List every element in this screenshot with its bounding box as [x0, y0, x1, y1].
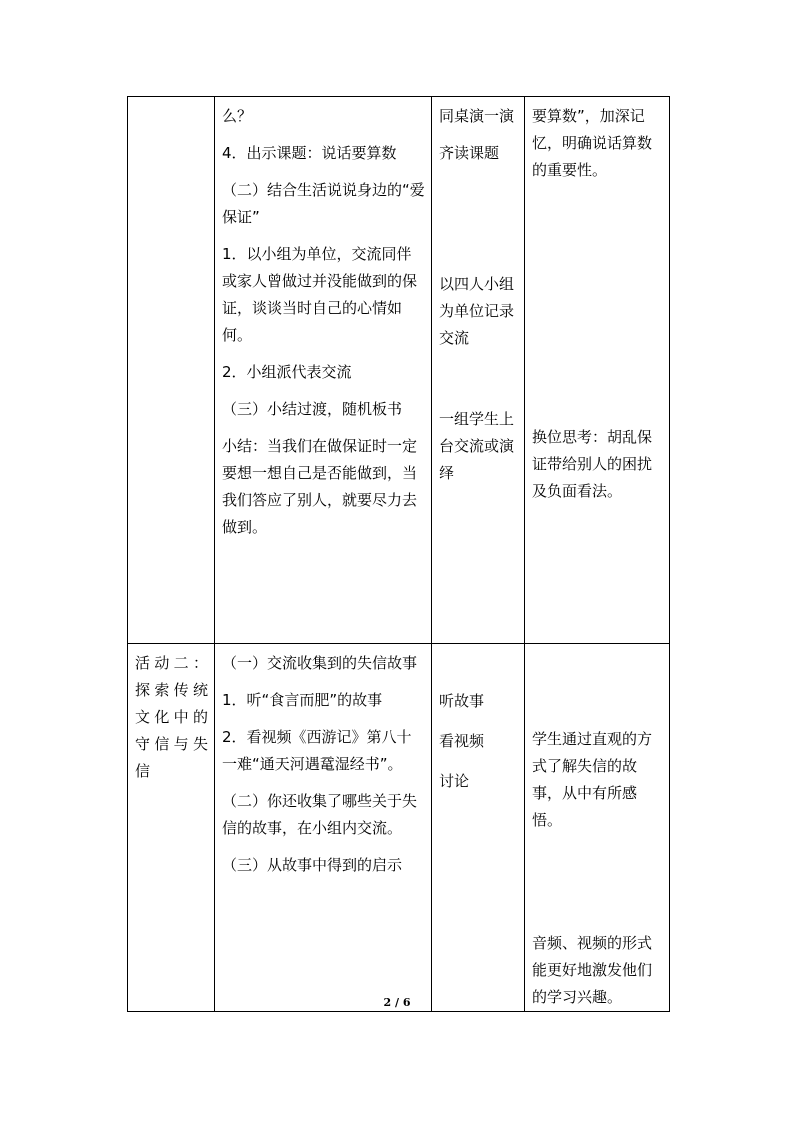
- process-paragraph: （一）交流收集到的失信故事: [222, 654, 418, 672]
- student-activity-item: 听故事: [439, 692, 485, 710]
- design-intent-item: 换位思考：胡乱保证带给别人的困扰及负面看法。: [532, 428, 653, 500]
- process-paragraph: 1．听“食言而肥”的故事: [222, 691, 383, 709]
- process-cell: [215, 97, 432, 644]
- spacer: [532, 650, 663, 726]
- spacer: [439, 352, 518, 406]
- design-intent-item: 学生通过直观的方式了解失信的故事，从中有所感悟。: [532, 730, 653, 829]
- student-activity-cell: [432, 644, 525, 1012]
- design-intent-cell: [525, 644, 670, 1012]
- page-number: 2 / 6: [383, 996, 411, 1009]
- student-activity-item: 一组学生上台交流或演绎: [439, 410, 515, 482]
- student-activity-cell: [432, 97, 525, 644]
- process-paragraph: （二）结合生活说说身边的“爱保证”: [222, 181, 425, 226]
- process-cell: [215, 644, 432, 1012]
- lesson-plan-table: [127, 96, 670, 1012]
- process-paragraph: 2．小组派代表交流: [222, 363, 352, 381]
- design-intent-item: 音频、视频的形式能更好地激发他们的学习兴趣。: [532, 934, 653, 1006]
- student-activity-item: 看视频: [439, 732, 485, 750]
- activity-name: 活动二：探索传统文化中的守信与失信: [135, 654, 208, 780]
- spacer: [532, 184, 663, 424]
- process-paragraph: 么？: [222, 107, 253, 125]
- student-activity-item: 同桌演一演: [439, 107, 515, 125]
- student-activity-item: 以四人小组为单位记录交流: [439, 275, 515, 347]
- spacer: [532, 834, 663, 930]
- process-paragraph: 2．看视频《西游记》第八十一难“通天河遇鼋湿经书”。: [222, 728, 412, 773]
- process-paragraph: （二）你还收集了哪些关于失信的故事，在小组内交流。: [222, 792, 418, 837]
- student-activity-item: 讨论: [439, 772, 470, 790]
- design-intent-cell: [525, 97, 670, 644]
- spacer: [439, 167, 518, 271]
- design-intent-item: 要算数”，加深记忆，明确说话算数的重要性。: [532, 107, 653, 179]
- activity-cell: [128, 644, 215, 1012]
- process-paragraph: 小结：当我们在做保证时一定要想一想自己是否能做到，当我们答应了别人，就要尽力去做到。: [222, 437, 418, 536]
- table-row: [128, 644, 670, 1012]
- process-paragraph: 4．出示课题：说话要算数: [222, 144, 397, 162]
- activity-cell: [128, 97, 215, 644]
- spacer: [439, 650, 518, 688]
- table-row: [128, 97, 670, 644]
- student-activity-item: 齐读课题: [439, 144, 500, 162]
- process-paragraph: （三）从故事中得到的启示: [222, 856, 403, 874]
- process-paragraph: （三）小结过渡，随机板书: [222, 400, 403, 418]
- process-paragraph: 1．以小组为单位，交流同伴或家人曾做过并没能做到的保证，谈谈当时自己的心情如何。: [222, 245, 418, 344]
